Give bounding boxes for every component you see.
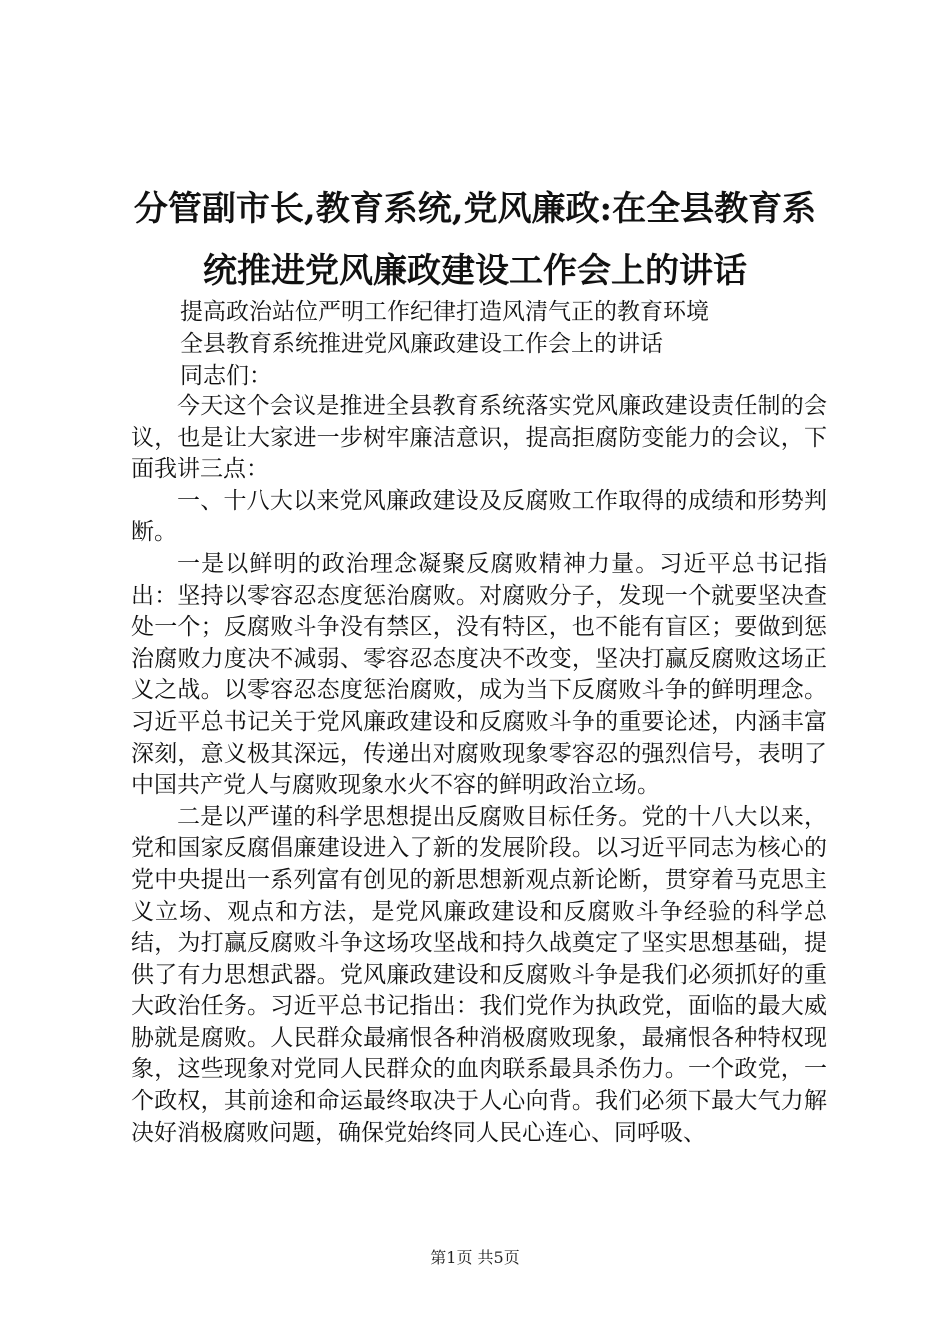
section-heading: 一、十八大以来党风廉政建设及反腐败工作取得的成绩和形势判断。 [131,487,827,546]
greeting: 同志们： [180,363,272,389]
speech-title: 全县教育系统推进党风廉政建设工作会上的讲话 [180,331,663,357]
page-footer: 第1页 共5页 [430,1248,520,1267]
document-subtitle: 提高政治站位严明工作纪律打造风清气正的教育环境 [180,299,709,325]
paragraph: 一是以鲜明的政治理念凝聚反腐败精神力量。习近平总书记指出：坚持以零容忍态度惩治腐败。对腐败分子，发现一个就要坚决查处一个；反腐败斗争没有禁区，没有特区，也不能有盲区；要做到惩治腐败力度决不减弱、零容忍态度决不改变，坚决打赢反腐败这场正义之战。以零容忍态度惩治腐败，成为当下反腐败斗争的鲜明理念。习近平总书记关于党风廉政建设和反腐败斗争的重要论述，内涵丰富深刻，意义极其深远，传递出对腐败现象零容忍的强烈信号，表明了中国共产党人与腐败现象水火不容的鲜明政治立场。 [131,550,827,799]
paragraph: 今天这个会议是推进全县教育系统落实党风廉政建设责任制的会议，也是让大家进一步树牢廉洁意识，提高拒腐防变能力的会议，下面我讲三点： [131,393,827,483]
document-title: 分管副市长,教育系统,党风廉政:在全县教育系统推进党风廉政建设工作会上的讲话 [133,189,817,291]
document-body [131,391,827,1149]
paragraph: 二是以严谨的科学思想提出反腐败目标任务。党的十八大以来，党和国家反腐倡廉建设进入了新的发展阶段。以习近平同志为核心的党中央提出一系列富有创见的新思想新观点新论断，贯穿着马克思主义立场、观点和方法，是党风廉政建设和反腐败斗争经验的科学总结，为打赢反腐败斗争这场攻坚战和持久战奠定了坚实思想基础，提供了有力思想武器。党风廉政建设和反腐败斗争是我们必须抓好的重大政治任务。习近平总书记指出：我们党作为执政党，面临的最大威胁就是腐败。人民群众最痛恨各种消极腐败现象，最痛恨各种特权现象，这些现象对党同人民群众的血肉联系最具杀伤力。一个政党，一个政权，其前途和命运最终取决于人心向背。我们必须下最大气力解决好消极腐败问题，确保党始终同人民心连心、同呼吸、 [131,803,827,1146]
